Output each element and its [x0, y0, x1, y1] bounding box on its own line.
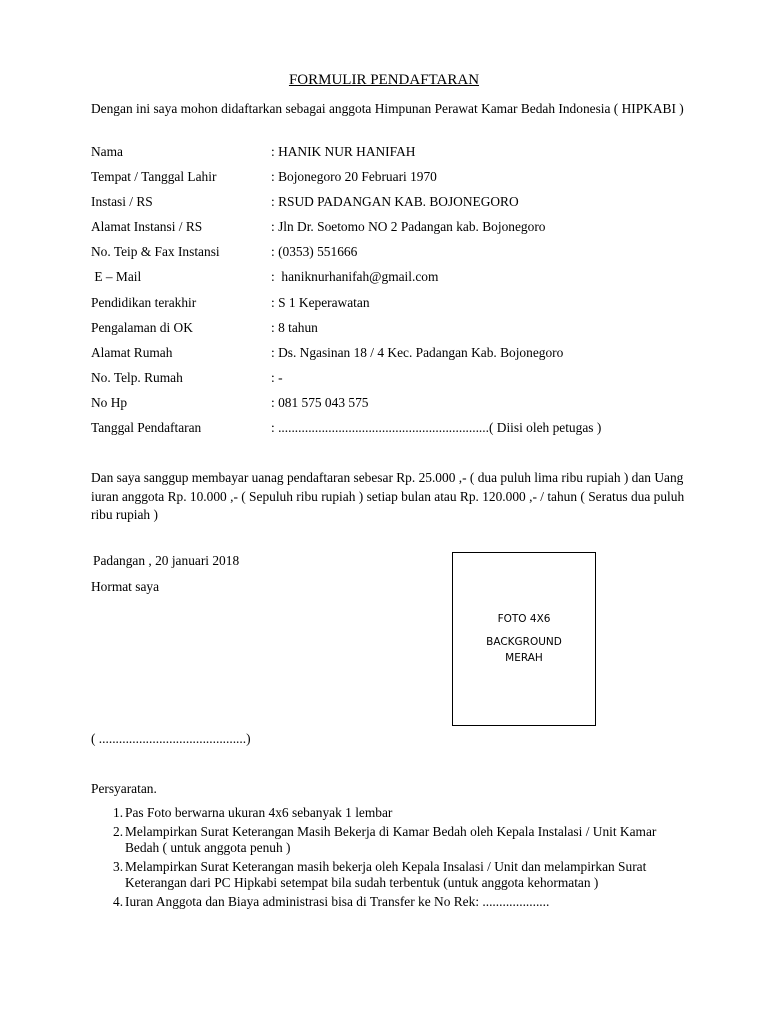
field-row-nama [91, 144, 691, 169]
list-item [113, 824, 713, 857]
field-label: Pendidikan terakhir [91, 294, 197, 310]
field-value: : 8 tahun [271, 319, 318, 335]
list-item [113, 805, 713, 822]
field-label: Alamat Instansi / RS [91, 219, 203, 235]
field-label: Tanggal Pendaftaran [91, 420, 202, 436]
field-row-experience [91, 320, 691, 345]
field-label: No Hp [91, 394, 128, 410]
field-row-birth [91, 169, 691, 194]
field-row-mobile [91, 395, 691, 420]
photo-placeholder [452, 552, 596, 726]
list-item [113, 859, 713, 892]
photo-size-label: FOTO 4X6 [497, 613, 551, 625]
field-value: : HANIK NUR HANIFAH [271, 144, 416, 159]
intro-paragraph: Dengan ini saya mohon didaftarkan sebagai anggota Himpunan Perawat Kamar Bedah Indonesia ( HIPKABI ) [91, 101, 684, 116]
field-label: No. Telp. Rumah [91, 369, 183, 385]
list-item-text: Melampirkan Surat Keterangan Masih Bekerja di Kamar Bedah oleh Kepala Instalasi / Unit Kamar Bedah ( untuk anggota penuh ) [125, 823, 657, 855]
field-row-education [91, 295, 691, 320]
field-label: Nama [91, 144, 123, 159]
list-item [113, 894, 713, 911]
field-label: Instasi / RS [91, 194, 153, 210]
requirements-title: Persyaratan. [91, 781, 157, 796]
field-value: : ...............................................................( Diisi oleh petugas ) [271, 420, 602, 436]
list-item-number: 2. [113, 823, 124, 839]
field-value: : 081 575 043 575 [271, 394, 369, 410]
list-item-text: Iuran Anggota dan Biaya administrasi bisa di Transfer ke No Rek: .................... [125, 893, 550, 909]
field-row-institution-address [91, 219, 691, 244]
list-item-number: 1. [113, 805, 124, 820]
requirements-list [113, 805, 713, 912]
field-value: : haniknurhanifah@gmail.com [271, 269, 439, 285]
field-row-email [91, 269, 691, 294]
field-row-phone-fax [91, 244, 691, 269]
list-item-text: Pas Foto berwarna ukuran 4x6 sebanyak 1 lembar [125, 805, 393, 820]
place-date: Padangan , 20 januari 2018 [93, 553, 240, 568]
field-value: : (0353) 551666 [271, 244, 358, 260]
field-label: E – Mail [91, 269, 142, 285]
field-label: No. Teip & Fax Instansi [91, 244, 220, 260]
field-row-home-address [91, 345, 691, 370]
field-label: Tempat / Tanggal Lahir [91, 169, 217, 185]
field-row-registration-date [91, 420, 691, 445]
field-value: : Jln Dr. Soetomo NO 2 Padangan kab. Bojonegoro [271, 219, 546, 235]
field-value: : RSUD PADANGAN KAB. BOJONEGORO [271, 194, 519, 210]
field-row-home-phone [91, 370, 691, 395]
list-item-text: Melampirkan Surat Keterangan masih bekerja oleh Kepala Insalasi / Unit dan melampirkan Surat Keterangan dari PC Hipkabi setempat bila sudah terbentuk (untuk anggota kehormatan ) [125, 858, 647, 890]
field-value: : S 1 Keperawatan [271, 294, 370, 310]
closing-salutation: Hormat saya [91, 579, 160, 594]
registration-fields [91, 144, 691, 445]
field-value: : Ds. Ngasinan 18 / 4 Kec. Padangan Kab. Bojonegoro [271, 344, 564, 360]
list-item-number: 3. [113, 858, 124, 874]
field-row-institution [91, 194, 691, 219]
form-title: FORMULIR PENDAFTARAN [288, 72, 480, 88]
field-label: Alamat Rumah [91, 344, 173, 360]
field-value: : Bojonegoro 20 Februari 1970 [271, 169, 437, 185]
list-item-number: 4. [113, 893, 124, 909]
signature-line: ( ............................................) [91, 731, 251, 746]
photo-background-label [453, 634, 595, 666]
field-label: Pengalaman di OK [91, 319, 193, 335]
photo-background-text: BACKGROUND MERAH [486, 636, 562, 664]
field-value: : - [271, 369, 283, 385]
payment-statement: Dan saya sanggup membayar uanag pendaftaran sebesar Rp. 25.000 ,- ( dua puluh lima ribu rupiah ) dan Uang iuran anggota Rp. 10.000 ,- ( Sepuluh ribu rupiah ) setiap bulan atau Rp. 120.000 ,- / tahun ( Seratus dua puluh ribu rupiah ) [91, 470, 685, 522]
